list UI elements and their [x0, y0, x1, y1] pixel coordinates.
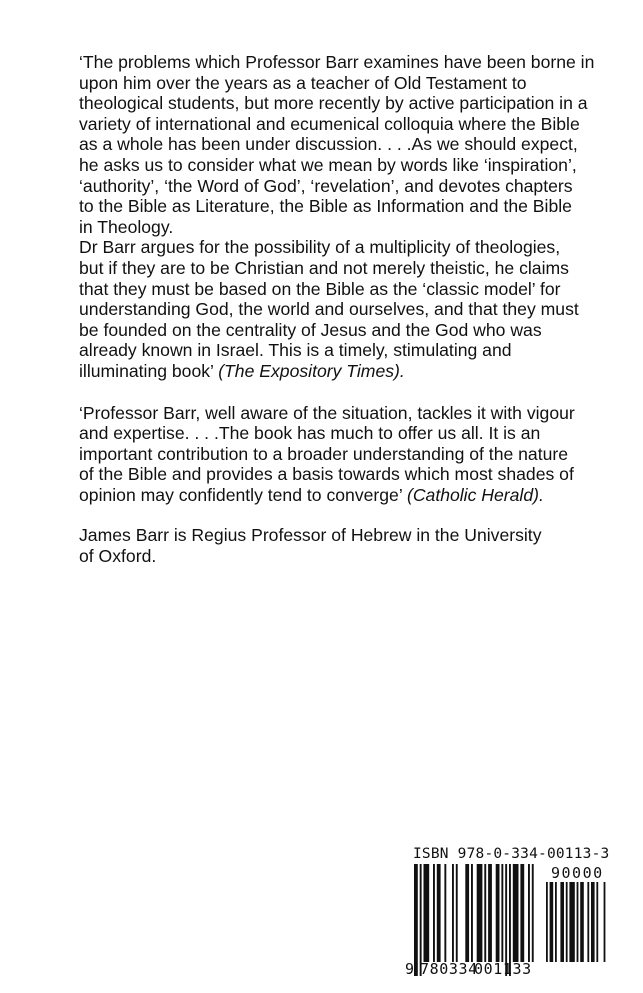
barcode-bar [477, 864, 483, 962]
barcode-bar [577, 882, 579, 962]
text-line: of Oxford. [79, 546, 157, 567]
text-line: ‘The problems which Professor Barr examines have been borne in [79, 52, 595, 72]
barcode-bar [520, 864, 524, 962]
text-line: Dr Barr argues for the possibility of a multiplicity of theologies, [79, 237, 561, 258]
isbn-label: ISBN 978-0-334-00113-3 [413, 846, 610, 862]
barcode-bar [604, 882, 606, 962]
review-expository-times [79, 52, 599, 382]
barcode-bar [596, 882, 598, 962]
text-line: as a whole has been under discussion. . . .As we should expect, [79, 134, 578, 155]
text-line: and expertise. . . .The book has much to offer us all. It is an [79, 423, 541, 444]
text-line: be founded on the centrality of Jesus and the God who was [79, 319, 542, 340]
barcode-bar [465, 864, 469, 962]
barcode-bar [488, 864, 492, 962]
barcode-bar [546, 882, 548, 962]
text-line: in Theology. [79, 216, 174, 237]
text-span: illuminating book’ [79, 360, 219, 381]
text-line [79, 361, 599, 382]
review-source: (Catholic Herald). [406, 484, 544, 505]
barcode-bar [444, 864, 446, 962]
review-source: (The Expository Times). [218, 360, 405, 381]
text-line: important contribution to a broader understanding of the nature [79, 443, 569, 464]
barcode-digits-right: 001133 [474, 960, 532, 978]
author-bio [79, 525, 599, 566]
barcode-digit-first: 9 [405, 960, 415, 978]
barcode-bar [471, 864, 473, 962]
text-line: variety of international and ecumenical colloquia where the Bible [79, 113, 580, 134]
barcode-bar [560, 882, 564, 962]
barcode-bar [566, 882, 568, 962]
text-line: understanding God, the world and ourselves, and that they must [79, 299, 579, 320]
text-line: he asks us to consider what we mean by words like ‘inspiration’, [79, 154, 577, 175]
text-line: theological students, but more recently by active participation in a [79, 93, 588, 114]
barcode-bar [569, 882, 574, 962]
barcode-bar [580, 882, 584, 962]
text-line: to the Bible as Literature, the Bible as Information and the Bible [79, 196, 572, 217]
barcode-addon-digits: 90000 [551, 864, 604, 882]
text-line: upon him over the years as a teacher of Old Testament to [79, 72, 527, 93]
text-line [79, 485, 599, 506]
text-line: ‘authority’, ‘the Word of God’, ‘revelation’, and devotes chapters [79, 175, 573, 196]
text-line: of the Bible and provides a basis towards which most shades of [79, 464, 574, 485]
barcode-bar [532, 864, 534, 962]
review-catholic-herald [79, 403, 599, 506]
barcode-digits-left: 780334 [420, 960, 478, 978]
isbn-barcode [405, 846, 610, 981]
barcode-bar [484, 864, 486, 962]
text-line: James Barr is Regius Professor of Hebrew in the University [79, 525, 542, 546]
barcode-bar [414, 864, 418, 976]
barcode-bar [591, 882, 595, 962]
barcode-bar [456, 864, 458, 962]
barcode-bar [528, 864, 530, 962]
barcode-bar [550, 882, 554, 962]
barcode-bar [501, 864, 503, 962]
barcode-bar [513, 864, 519, 962]
barcode-bar [433, 864, 435, 962]
blurb-text [79, 52, 599, 567]
barcode-bar [424, 864, 430, 962]
barcode-bar [437, 864, 441, 962]
barcode-bar [587, 882, 589, 962]
text-line: that they must be based on the Bible as the ‘classic model’ for [79, 278, 561, 299]
text-span: opinion may confidently tend to converge’ [79, 484, 407, 505]
text-line: but if they are to be Christian and not merely theistic, he claims [79, 257, 569, 278]
barcode-bar [496, 864, 500, 962]
barcode-bar [452, 864, 454, 962]
text-line: already known in Israel. This is a timely, stimulating and [79, 340, 512, 361]
text-line: ‘Professor Barr, well aware of the situation, tackles it with vigour [79, 402, 575, 423]
barcode-bar [555, 882, 557, 962]
